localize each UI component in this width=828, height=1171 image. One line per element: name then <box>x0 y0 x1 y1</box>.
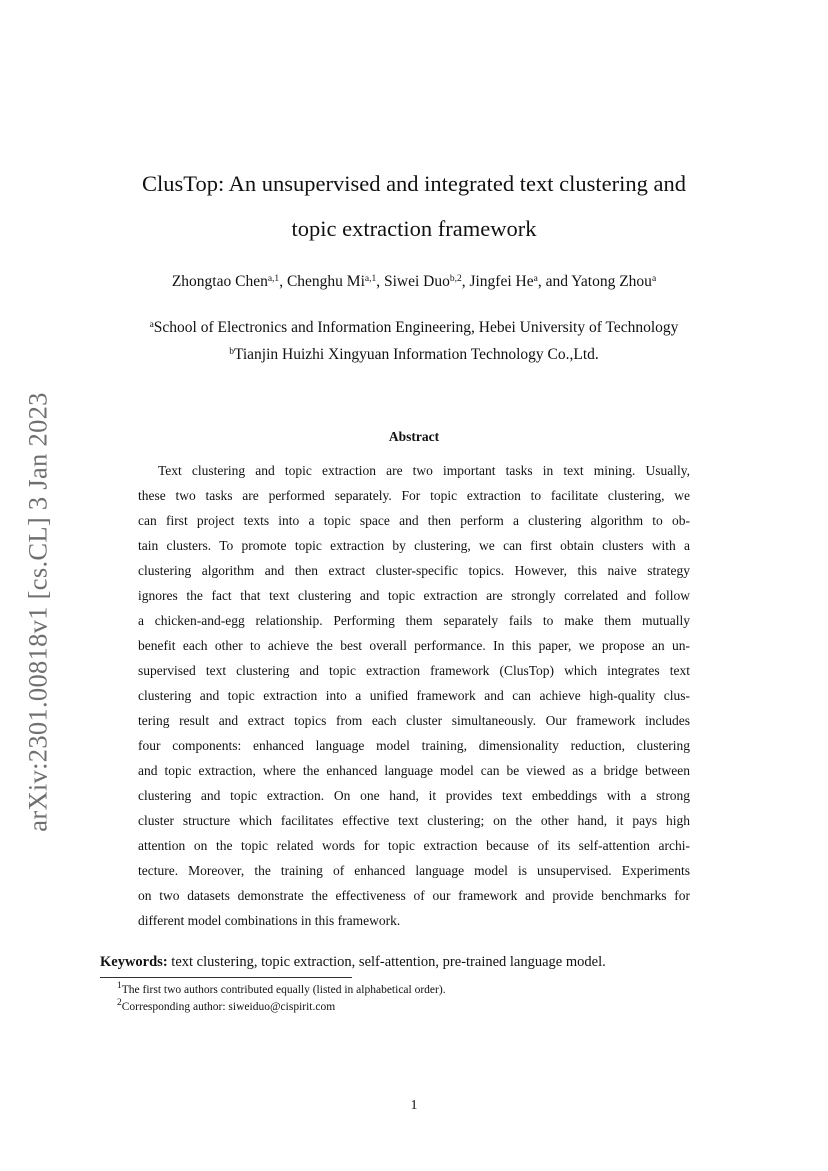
abstract-line: Text clustering and topic extraction are two important tasks in text mining. Usually, <box>158 463 690 478</box>
abstract-line: clustering algorithm and then extract cluster-specific topics. However, this naive strategy <box>138 563 690 578</box>
abstract-line: different model combinations in this framework. <box>138 913 401 928</box>
abstract-line: attention on the topic related words for topic extraction because of its self-attention archi- <box>138 838 690 853</box>
affiliation-a <box>0 319 828 337</box>
abstract-line: clustering and topic extraction. On one hand, it provides text embeddings with a strong <box>138 788 690 803</box>
author-separator: , <box>279 273 287 290</box>
paper-title-line-2: topic extraction framework <box>291 216 537 241</box>
author-affiliation-mark: b,2 <box>449 273 462 284</box>
author-name: Jingfei He <box>469 273 534 290</box>
abstract-line: and topic extraction, where the enhanced language model can be viewed as a bridge between <box>138 763 690 778</box>
keywords-label: Keywords: <box>100 954 168 970</box>
abstract-line: a chicken-and-egg relationship. Performing them separately fails to make them mutually <box>138 613 690 628</box>
abstract-line: four components: enhanced language model training, dimensionality reduction, clustering <box>138 738 690 753</box>
abstract-line: tain clusters. To promote topic extraction by clustering, we can first obtain clusters with a <box>138 538 690 553</box>
abstract-line: cluster structure which facilitates effective text clustering; on the other hand, it pays high <box>138 813 690 828</box>
affiliation-b <box>0 346 828 364</box>
abstract-line: these two tasks are performed separately. For topic extraction to facilitate clustering, we <box>138 488 690 503</box>
affiliation-mark: b <box>229 346 234 357</box>
paper-title-line-1: ClusTop: An unsupervised and integrated text clustering and <box>142 171 686 196</box>
author-affiliation-mark: a <box>533 273 538 284</box>
abstract-line: supervised text clustering and topic extraction framework (ClusTop) which integrates text <box>138 663 690 678</box>
author-name: Yatong Zhou <box>571 273 652 290</box>
abstract-line: can first project texts into a topic space and then perform a clustering algorithm to ob- <box>138 513 690 528</box>
author-list <box>0 273 828 291</box>
abstract-line: ignores the fact that text clustering and topic extraction are strongly correlated and follow <box>138 588 690 603</box>
footnote-1 <box>117 980 446 996</box>
footnote-text: Corresponding author: siweiduo@cispirit.com <box>121 1001 336 1013</box>
page-number: 1 <box>410 1098 418 1113</box>
author-separator: , <box>376 273 384 290</box>
author-separator: , <box>461 273 470 290</box>
author-name: Chenghu Mi <box>286 273 365 290</box>
author-name: Zhongtao Chen <box>171 273 268 290</box>
footnote-mark: 1 <box>117 980 122 991</box>
abstract-line: benefit each other to achieve the best overall performance. In this paper, we propose an un- <box>138 638 690 653</box>
footnote-mark: 2 <box>117 997 122 1008</box>
abstract-line: clustering and topic extraction into a unified framework and can achieve high-quality clus- <box>138 688 690 703</box>
author-separator: , and <box>537 273 572 290</box>
abstract-line: on two datasets demonstrate the effectiveness of our framework and provide benchmarks for <box>138 888 690 903</box>
footnote-2 <box>117 997 336 1013</box>
author-affiliation-mark: a,1 <box>364 273 377 284</box>
abstract-line: tecture. Moreover, the training of enhanced language model is unsupervised. Experiments <box>138 863 690 878</box>
arxiv-identifier-stamp: arXiv:2301.00818v1 [cs.CL] 3 Jan 2023 <box>22 392 53 832</box>
abstract-line: tering result and extract topics from each cluster simultaneously. Our framework includes <box>138 713 690 728</box>
keywords-line <box>100 954 700 971</box>
author-affiliation-mark: a <box>651 273 657 284</box>
footnote-divider <box>100 977 352 978</box>
keywords-text: text clustering, topic extraction, self-attention, pre-trained language model. <box>171 954 606 970</box>
author-name: Siwei Duo <box>383 273 450 290</box>
abstract-heading: Abstract <box>388 429 440 444</box>
affiliation-text: School of Electronics and Information Engineering, Hebei University of Technology <box>153 319 679 336</box>
author-affiliation-mark: a,1 <box>267 273 280 284</box>
affiliation-text: Tianjin Huizhi Xingyuan Information Technology Co.,Ltd. <box>233 346 599 363</box>
footnote-text: The first two authors contributed equally (listed in alphabetical order). <box>121 984 446 996</box>
affiliation-mark: a <box>149 319 154 330</box>
